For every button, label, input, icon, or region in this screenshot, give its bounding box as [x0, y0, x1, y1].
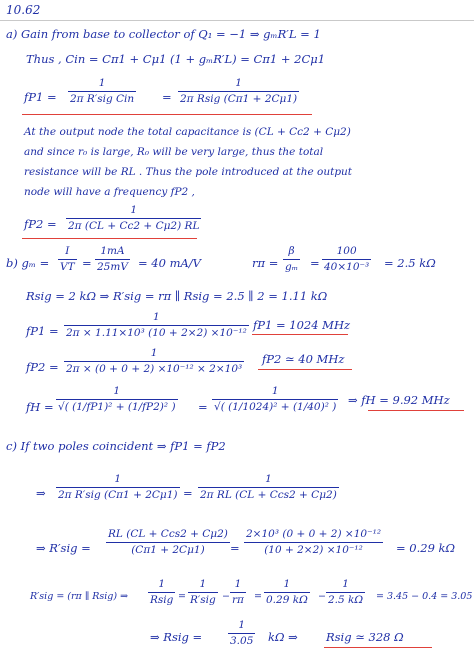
numerator: 1	[234, 578, 242, 590]
rsig-prime-label: ⇒ R′sig =	[36, 541, 91, 555]
eq3-fraction-5	[326, 578, 365, 607]
denominator: gₘ	[285, 261, 299, 273]
fraction-bar	[322, 259, 371, 260]
equals-sign: =	[310, 256, 320, 270]
fraction-bar	[283, 259, 300, 260]
numerator: 1	[113, 385, 121, 397]
numerator: 1	[98, 77, 106, 89]
denominator: √( (1/fP1)² + (1/fP2)² )	[58, 401, 176, 413]
denominator: 2π R′sig Cin	[70, 93, 135, 105]
fraction-bar	[148, 592, 175, 593]
paragraph-line-4: node will have a frequency fP2 ,	[24, 186, 195, 198]
eq2-fraction-2	[244, 528, 383, 557]
eq3-fraction-1	[148, 578, 175, 607]
fraction-bar	[326, 592, 365, 593]
denominator: 2.5 kΩ	[328, 594, 364, 606]
fp2-label: fP2 =	[24, 217, 57, 231]
numerator: 1	[342, 578, 349, 590]
eq2-fraction-1	[106, 528, 230, 557]
fraction-bar	[64, 361, 244, 362]
eq3-fraction-4	[264, 578, 310, 607]
rpi-result: = 2.5 kΩ	[384, 256, 436, 270]
rpi-label: rπ =	[252, 256, 279, 270]
equals-sign: =	[162, 90, 172, 104]
eq2-result: = 0.29 kΩ	[396, 541, 456, 555]
numerator: 2×10³ (0 + 0 + 2) ×10⁻¹²	[246, 528, 382, 540]
paragraph-line-2: and since r₀ is large, R₀ will be very large, thus the total	[24, 146, 324, 158]
rpi-fraction-1	[283, 245, 300, 274]
paragraph-line-3: resistance will be RL . Thus the pole introduced at the output	[24, 166, 353, 178]
denominator: 3.05	[230, 635, 254, 647]
eq3-fraction-3	[230, 578, 246, 607]
denominator: 2π R′sig (Cπ1 + 2Cμ1)	[58, 489, 178, 501]
equals-sign: =	[254, 591, 262, 602]
fraction-bar	[212, 399, 338, 400]
fp1-fraction-1	[68, 77, 136, 106]
part-c-condition: c) If two poles coincident ⇒ fP1 = fP2	[6, 439, 226, 453]
equals-sign: =	[82, 256, 92, 270]
fp1-answer: fP1 = 1024 MHz	[253, 318, 351, 332]
fp2-answer: fP2 ≃ 40 MHz	[262, 352, 345, 366]
fh-answer: ⇒ fH = 9.92 MHz	[348, 393, 450, 407]
numerator: 1	[283, 578, 291, 590]
rpi-fraction-2	[322, 245, 371, 274]
red-underline	[258, 369, 352, 370]
fraction-bar	[64, 325, 249, 326]
minus-sign: −	[318, 591, 326, 602]
denominator: Rsig	[150, 594, 174, 606]
fraction-bar	[58, 259, 77, 260]
eq4-fraction	[228, 619, 255, 648]
numerator: 1mA	[100, 245, 125, 257]
fraction-bar	[230, 592, 246, 593]
denominator: (10 + 2×2) ×10⁻¹²	[264, 544, 363, 556]
denominator: 2π (CL + Cc2 + Cμ2) RL	[68, 220, 200, 232]
fraction-bar	[106, 542, 230, 543]
numerator: 1	[238, 619, 246, 631]
numerator: 100	[336, 245, 357, 257]
numerator: 1	[158, 578, 166, 590]
red-underline	[22, 238, 197, 239]
fp2-fraction	[66, 204, 201, 233]
fraction-bar	[68, 91, 136, 92]
denominator: √( (1/1024)² + (1/40)² )	[214, 401, 337, 413]
eq3-fraction-2	[188, 578, 218, 607]
gm-result: = 40 mA/V	[138, 256, 201, 270]
fp2-fraction	[64, 347, 244, 376]
fraction-bar	[188, 592, 218, 593]
eq1-fraction-right	[198, 473, 339, 502]
denominator: 2π × 1.11×10³ (10 + 2×2) ×10⁻¹²	[66, 327, 247, 339]
fh-fraction-1	[56, 385, 178, 414]
fraction-bar	[56, 399, 178, 400]
eq3-label: R′sig = (rπ ∥ Rsig) ⇒	[30, 591, 129, 602]
denominator: 2π RL (CL + Ccs2 + Cμ2)	[200, 489, 337, 501]
rsig-line: Rsig = 2 kΩ ⇒ R′sig = rπ ∥ Rsig = 2.5 ∥ 2 = 1.11 kΩ	[26, 289, 328, 303]
fraction-bar	[198, 487, 339, 488]
numerator: 1	[153, 311, 160, 323]
fraction-bar	[228, 633, 255, 634]
denominator: 25mV	[97, 261, 128, 273]
implies-arrow: ⇒	[36, 486, 46, 500]
numerator: 1	[265, 473, 272, 485]
denominator: 2π Rsig (Cπ1 + 2Cμ1)	[180, 93, 298, 105]
eq1-fraction-left	[56, 473, 180, 502]
fp1-label: fP1 =	[26, 324, 59, 338]
problem-number: 10.62	[6, 3, 41, 17]
numerator: 1	[130, 204, 138, 216]
part-a-cin-line: Thus , Cin = Cπ1 + Cμ1 (1 + gₘR′L) = Cπ1 + 2Cμ1	[26, 52, 326, 66]
eq4-label: ⇒ Rsig =	[150, 630, 203, 644]
denominator: rπ	[232, 594, 244, 606]
red-underline	[252, 334, 348, 335]
fraction-bar	[244, 542, 383, 543]
fh-label: fH =	[26, 400, 54, 414]
numerator: 1	[199, 578, 207, 590]
denominator: R′sig	[190, 594, 216, 606]
numerator: 1	[271, 385, 279, 397]
gm-fraction-1	[58, 245, 77, 274]
denominator: 2π × (0 + 0 + 2) ×10⁻¹² × 2×10³	[66, 363, 243, 375]
fraction-bar	[264, 592, 310, 593]
eq3-result: = 3.45 − 0.4 = 3.05	[376, 591, 473, 602]
gm-label: b) gₘ =	[6, 256, 50, 270]
numerator: β	[288, 245, 295, 257]
numerator: RL (CL + Ccs2 + Cμ2)	[108, 528, 228, 540]
equals-sign: =	[198, 400, 208, 414]
equals-sign: =	[183, 486, 193, 500]
fh-fraction-2	[212, 385, 338, 414]
red-underline	[22, 114, 312, 115]
eq4-unit: kΩ ⇒	[268, 630, 298, 644]
fp1-label: fP1 =	[24, 90, 57, 104]
denominator: (Cπ1 + 2Cμ1)	[131, 544, 205, 556]
header-rule	[0, 20, 474, 21]
fraction-bar	[178, 91, 299, 92]
fp2-label: fP2 =	[26, 360, 59, 374]
numerator: I	[65, 245, 70, 257]
equals-sign: =	[230, 541, 240, 555]
fraction-bar	[56, 487, 180, 488]
minus-sign: −	[222, 591, 230, 602]
numerator: 1	[114, 473, 122, 485]
fp1-fraction-2	[178, 77, 299, 106]
fp1-fraction	[64, 311, 249, 340]
denominator: 40×10⁻³	[324, 261, 370, 273]
fraction-bar	[66, 218, 201, 219]
denominator: 0.29 kΩ	[266, 594, 308, 606]
final-answer: Rsig ≃ 328 Ω	[326, 630, 404, 644]
denominator: VT	[60, 261, 75, 273]
red-underline	[324, 647, 432, 648]
paragraph-line-1: At the output node the total capacitance is (CL + Cc2 + Cμ2)	[24, 126, 351, 138]
gm-fraction-2	[95, 245, 130, 274]
red-underline	[368, 410, 464, 411]
fraction-bar	[95, 259, 130, 260]
numerator: 1	[235, 77, 242, 89]
part-a-gain-line: a) Gain from base to collector of Q₁ = −1 ⇒ gₘR′L = 1	[6, 27, 321, 41]
numerator: 1	[150, 347, 158, 359]
equals-sign: =	[178, 591, 186, 602]
